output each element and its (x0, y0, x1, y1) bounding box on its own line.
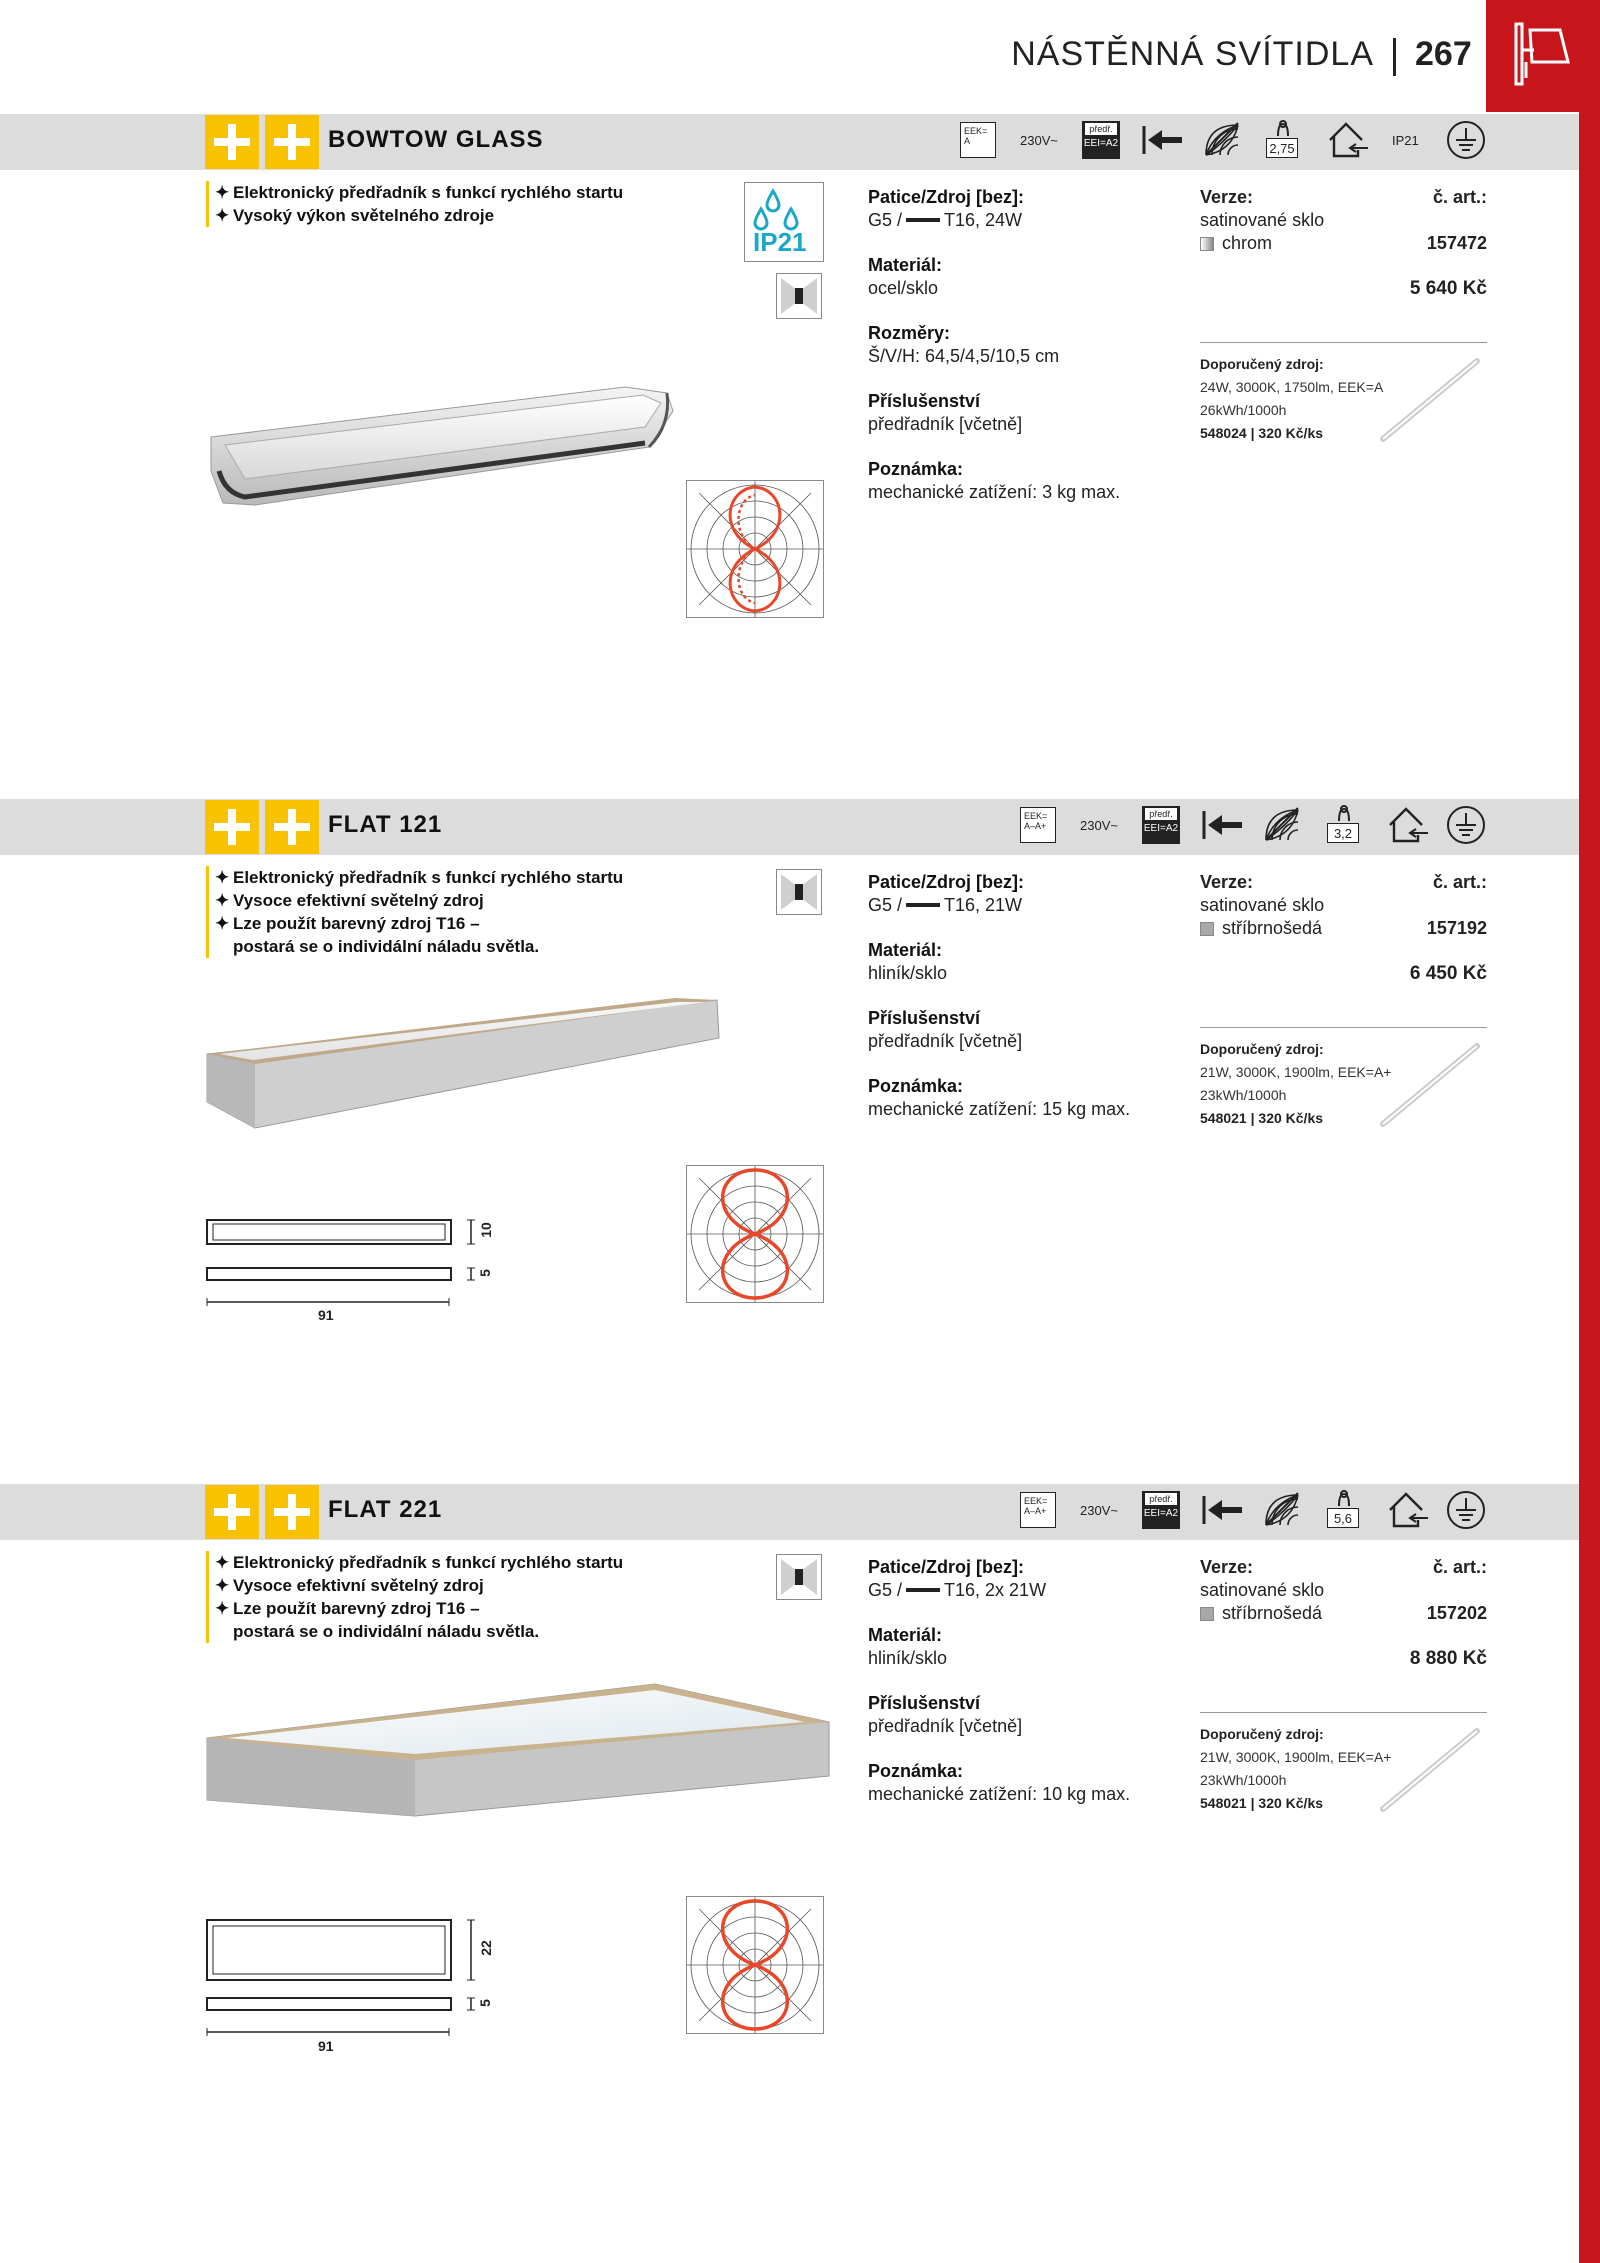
dimension-width: 91 (318, 1307, 334, 1323)
tube-lamp-icon (906, 218, 940, 222)
product-specs: Patice/Zdroj [bez]: G5 / T16, 24W Materiál: ocel/sklo Rozměry: Š/V/H: 64,5/4,5/10,5 cm Příslušenství předřadník [včetně] Poznámka: mechanické zatížení: 3 kg max. (868, 187, 1121, 502)
product-specs: Patice/Zdroj [bez]: G5 / T16, 21W Materiál: hliník/sklo Příslušenství předřadník [včetně] Poznámka: mechanické zatížení: 15 kg max. (868, 872, 1131, 1119)
product-header-bar (0, 1484, 1579, 1540)
silver-grey-swatch (1200, 922, 1214, 936)
price: 5 640 Kč (1409, 278, 1487, 299)
weight-icon: 3,2 (1325, 805, 1363, 845)
dimension-height: 22 (477, 1940, 494, 1956)
voltage-label: 230V~ (1020, 132, 1058, 148)
beam-pattern-icon (1262, 1490, 1302, 1530)
light-direction-icon (776, 1554, 822, 1600)
price: 8 880 Kč (1409, 1648, 1487, 1669)
wall-lamp-icon (1512, 20, 1572, 90)
voltage-label: 230V~ (1080, 1502, 1118, 1518)
feature-list (206, 181, 623, 227)
arrow-left-icon (1140, 120, 1184, 160)
product-name: BOWTOW GLASS (328, 126, 544, 153)
tube-lamp-icon (906, 1588, 940, 1592)
plus-icon (205, 115, 259, 169)
light-direction-icon (776, 869, 822, 915)
article-number: 157192 (1426, 918, 1487, 938)
ballast-icon: předř. EEI=A2 (1142, 805, 1180, 845)
ballast-icon: předř. EEI=A2 (1142, 1490, 1180, 1530)
product-name: FLAT 121 (328, 811, 443, 838)
beam-pattern-icon (1202, 120, 1242, 160)
energy-label-icon: EEK= A (960, 120, 996, 160)
dimension-drawing (205, 1218, 505, 1328)
price: 6 450 Kč (1409, 963, 1487, 984)
ip21-badge: IP21 (744, 182, 824, 262)
feature-item: ✦ Vysoce efektivní světelný zdroj (215, 891, 484, 910)
product-header-bar (0, 114, 1579, 170)
weight-icon: 2,75 (1264, 120, 1302, 160)
plus-icon (265, 800, 319, 854)
recommended-source: Doporučený zdroj: 21W, 3000K, 1900lm, EEK=A+ 23kWh/1000h 548021 | 320 Kč/ks (1200, 1027, 1487, 1130)
dimension-depth: 5 (476, 1999, 493, 2007)
fluorescent-tube-image (1377, 1040, 1487, 1130)
voltage-label: 230V~ (1080, 817, 1118, 833)
plus-icon (265, 115, 319, 169)
light-distribution-diagram (686, 1165, 824, 1303)
plus-icon (205, 1485, 259, 1539)
variant-table: Verze: č. art.: satinované sklo stříbrnošedá 157202 8 880 Kč (1200, 1557, 1487, 1669)
arrow-left-icon (1200, 1490, 1244, 1530)
dimension-depth: 5 (476, 1269, 493, 1277)
tube-lamp-icon (906, 903, 940, 907)
recommended-source: Doporučený zdroj: 21W, 3000K, 1900lm, EEK=A+ 23kWh/1000h 548021 | 320 Kč/ks (1200, 1712, 1487, 1815)
protective-earth-icon (1446, 805, 1486, 845)
product-header-bar (0, 799, 1579, 855)
recommended-source: Doporučený zdroj: 24W, 3000K, 1750lm, EEK=A 26kWh/1000h 548024 | 320 Kč/ks (1200, 342, 1487, 445)
product-name: FLAT 221 (328, 1496, 443, 1523)
variant-table: Verze: č. art.: satinované sklo chrom 157472 5 640 Kč (1200, 187, 1487, 299)
energy-label-icon: EEK= A–A+ (1020, 1490, 1056, 1530)
product-image-flat-121 (205, 990, 725, 1130)
light-direction-icon (776, 273, 822, 319)
page-header (0, 0, 1600, 112)
chrome-swatch (1200, 237, 1214, 251)
protective-earth-icon (1446, 120, 1486, 160)
energy-label-icon: EEK= A–A+ (1020, 805, 1056, 845)
feature-item: ✦ Lze použít barevný zdroj T16 – (215, 1599, 480, 1618)
page-number: 267 (1415, 35, 1472, 73)
product-image-flat-221 (205, 1680, 835, 1820)
beam-pattern-icon (1262, 805, 1302, 845)
fluorescent-tube-image (1377, 1725, 1487, 1815)
indoor-house-icon (1326, 120, 1370, 160)
ip-rating-label: IP21 (1392, 132, 1419, 148)
feature-list (206, 866, 623, 958)
indoor-house-icon (1386, 805, 1430, 845)
feature-item: ✦ Elektronický předřadník s funkcí rychlého startu (215, 1553, 624, 1572)
feature-item: ✦ Vysoký výkon světelného zdroje (215, 206, 495, 225)
article-number: 157202 (1426, 1603, 1487, 1623)
article-number: 157472 (1426, 233, 1487, 253)
protective-earth-icon (1446, 1490, 1486, 1530)
product-image-bowtow-glass (205, 375, 685, 515)
feature-list (206, 1551, 623, 1643)
feature-item: postará se o individální náladu světla. (233, 937, 540, 956)
plus-icon (205, 800, 259, 854)
feature-item: postará se o individální náladu světla. (233, 1622, 540, 1641)
dimension-height: 10 (477, 1222, 494, 1238)
header-divider (1393, 38, 1396, 76)
feature-item: ✦ Lze použít barevný zdroj T16 – (215, 914, 480, 933)
light-distribution-diagram (686, 1896, 824, 2034)
silver-grey-swatch (1200, 1607, 1214, 1621)
dimension-drawing (205, 1918, 505, 2038)
fluorescent-tube-image (1377, 355, 1487, 445)
dimension-width: 91 (318, 2038, 334, 2054)
feature-item: ✦ Elektronický předřadník s funkcí rychlého startu (215, 868, 624, 887)
product-specs: Patice/Zdroj [bez]: G5 / T16, 2x 21W Materiál: hliník/sklo Příslušenství předřadník [včetně] Poznámka: mechanické zatížení: 10 kg max. (868, 1557, 1131, 1804)
weight-icon: 5,6 (1325, 1490, 1363, 1530)
light-distribution-diagram (686, 480, 824, 618)
arrow-left-icon (1200, 805, 1244, 845)
section-title: NÁSTĚNNÁ SVÍTIDLA (1011, 35, 1374, 73)
page-edge-strip (1579, 112, 1600, 2263)
feature-item: ✦ Elektronický předřadník s funkcí rychlého startu (215, 183, 624, 202)
indoor-house-icon (1386, 1490, 1430, 1530)
section-tab (1486, 0, 1600, 112)
variant-table: Verze: č. art.: satinované sklo stříbrnošedá 157192 6 450 Kč (1200, 872, 1487, 984)
plus-icon (265, 1485, 319, 1539)
ballast-icon: předř. EEI=A2 (1082, 120, 1120, 160)
feature-item: ✦ Vysoce efektivní světelný zdroj (215, 1576, 484, 1595)
